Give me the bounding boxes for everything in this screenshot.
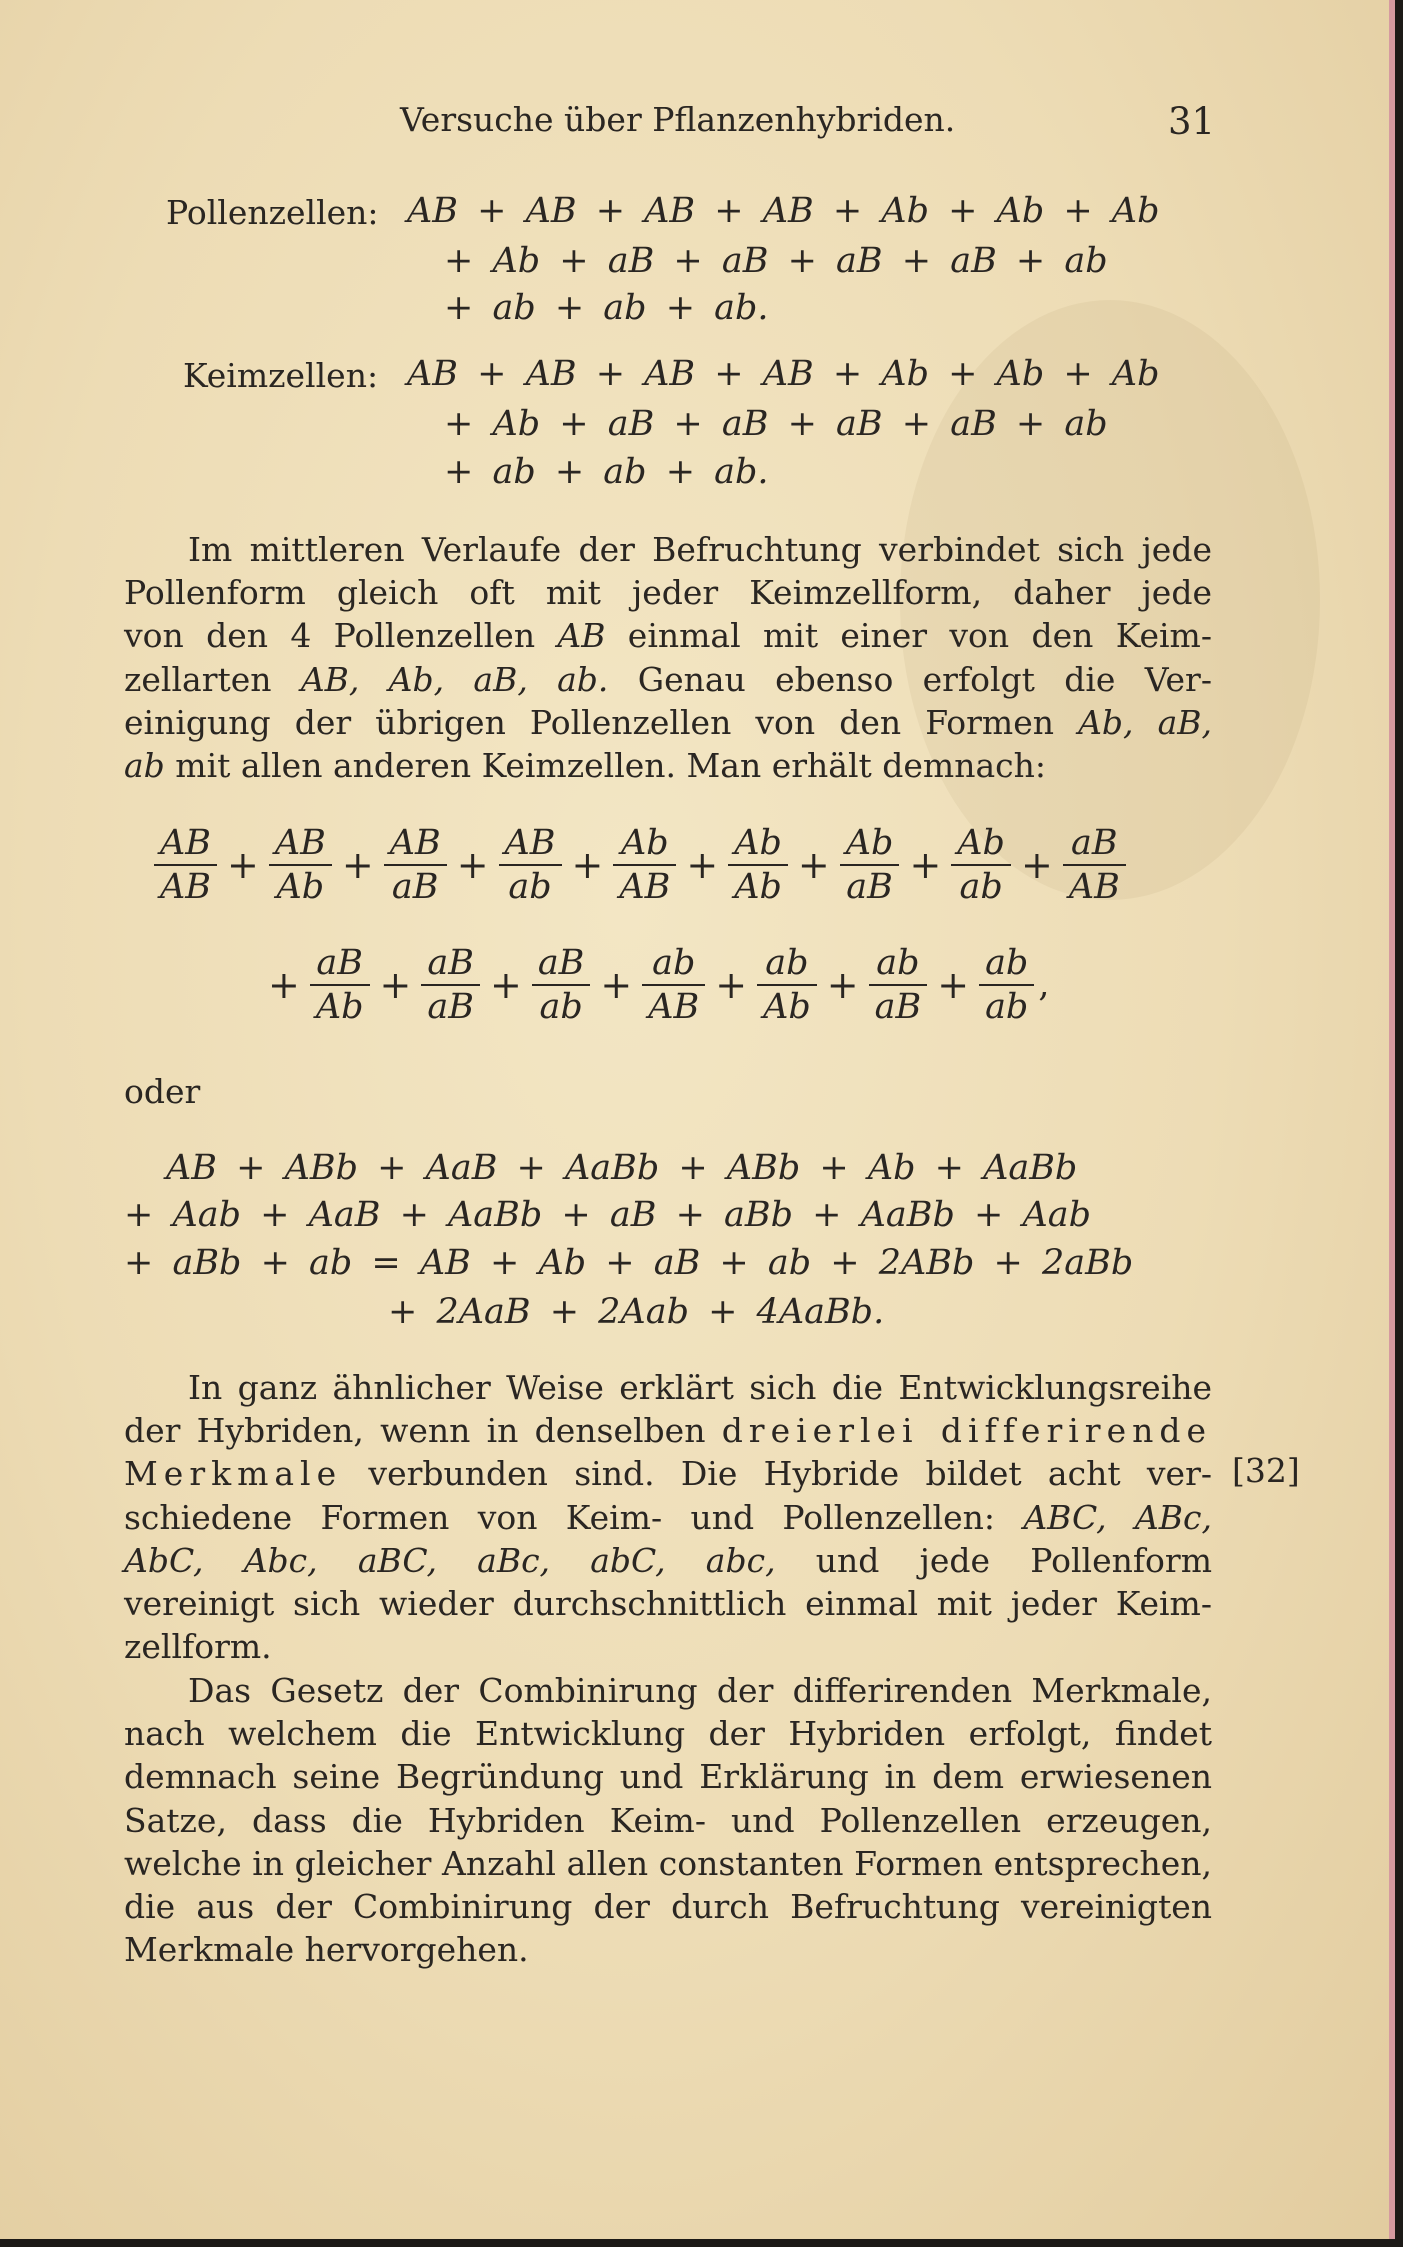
para3-line-3: demnach seine Begründung und Erklärung in dem erwiesenen [124,1757,1212,1797]
pollen-line-3: + ab + ab + ab. [444,288,769,328]
fraction-denominator: aB [846,867,893,907]
fraction-denominator: aB [874,987,922,1027]
fraction-denominator: Ab [763,987,811,1027]
fraction-numerator: ab [985,943,1029,983]
plus-sign: + [686,843,719,887]
para2-line-2: der Hybriden, wenn in denselben dreierlei differirende [124,1411,1212,1451]
plus-sign: + [268,963,300,1007]
para1-line-3: von den 4 Pollenzellen AB einmal mit einer von den Keim- [124,616,1212,656]
fraction-denominator: Ab [276,867,325,907]
fraction-row-2 [262,942,1049,1028]
fraction [499,822,562,908]
fraction [421,942,480,1028]
para2-line-5: AbC, Abc, aBC, aBc, abC, abc, und jede Pollenform [124,1540,1212,1580]
plus-sign: + [937,963,970,1007]
fraction [384,822,447,908]
plus-sign: + [571,843,604,887]
pollen-label: Pollenzellen: [166,193,379,232]
keim-line-3: + ab + ab + ab. [444,452,769,492]
fraction [642,942,705,1028]
para3-line-7: Merkmale hervorgehen. [124,1930,529,1970]
pollen-line-1: AB + AB + AB + AB + Ab + Ab + Ab [407,191,1160,231]
paragraph-three-traits [124,1366,1212,1668]
running-title: Versuche über Pflanzenhybriden. [400,100,956,139]
para1-line-1: Im mittleren Verlaufe der Befruchtung verbindet sich jede [188,530,1212,569]
para2-line-4: schiedene Formen von Keim- und Pollenzellen: ABC, ABc, [124,1497,1212,1537]
sum-line-2: + Aab + AaB + AaBb + aB + aBb + AaBb + Aab [124,1195,1091,1235]
fraction [869,942,928,1028]
fraction-denominator: aB [427,987,474,1027]
para3-line-2: nach welchem die Entwicklung der Hybriden erfolgt, findet [124,1714,1212,1754]
plus-sign: + [379,963,412,1007]
para3-line-1: Das Gesetz der Combinirung der differirenden Merkmale, [188,1671,1212,1710]
fraction [979,942,1034,1028]
keim-line-2: + Ab + aB + aB + aB + aB + ab [444,404,1108,444]
fraction-numerator: aB [316,943,363,983]
fraction-denominator: AB [619,867,671,907]
margin-page-reference: [32] [1232,1451,1300,1490]
fraction-numerator: ab [765,943,809,983]
fraction [1063,822,1126,908]
fraction-numerator: AB [504,823,556,863]
para2-line-7: zellform. [124,1627,272,1667]
fraction-denominator: ab [508,867,552,907]
plus-sign: + [600,963,633,1007]
fraction [840,822,900,908]
fraction [154,822,217,908]
fraction [728,822,788,908]
fraction-numerator: aB [1071,823,1118,863]
plus-sign: + [797,843,830,887]
fraction-numerator: aB [427,943,474,983]
page-number: 31 [1168,100,1216,143]
fraction-numerator: Ab [957,823,1005,863]
fraction-denominator: aB [391,867,439,907]
para1-line-4: zellarten AB, Ab, aB, ab. Genau ebenso erfolgt die Ver- [124,659,1212,699]
fraction-denominator: Ab [734,867,782,907]
para3-line-4: Satze, dass die Hybriden Keim- und Pollenzellen erzeugen, [124,1800,1212,1840]
plus-sign: + [909,843,942,887]
para2-line-6: vereinigt sich wieder durchschnittlich einmal mit jeder Keim- [124,1584,1212,1624]
para3-line-6: die aus der Combinirung der durch Befruchtung vereinigten [124,1887,1212,1927]
fraction-denominator: AB [1068,867,1120,907]
para1-line-6: ab mit allen anderen Keimzellen. Man erhält demnach: [124,746,1046,786]
fraction-numerator: AB [160,823,211,863]
plus-sign: + [341,843,374,887]
plus-sign: + [1020,843,1053,887]
plus-sign: + [489,963,522,1007]
fraction-denominator: AB [648,987,700,1027]
fraction-numerator: AB [389,823,441,863]
plus-sign: + [456,843,489,887]
sum-line-1: AB + ABb + AaB + AaBb + ABb + Ab + AaBb [166,1148,1078,1188]
para1-line-2: Pollenform gleich oft mit jeder Keimzellform, daher jede [124,573,1212,613]
fraction-numerator: Ab [845,823,894,863]
para3-line-5: welche in gleicher Anzahl allen constanten Formen entsprechen, [124,1843,1212,1883]
keim-line-1: AB + AB + AB + AB + Ab + Ab + Ab [407,354,1160,394]
fraction [310,942,370,1028]
fraction-denominator: ab [959,867,1003,907]
plus-sign: + [715,963,748,1007]
para2-line-1: In ganz ähnlicher Weise erklärt sich die Entwicklungsreihe [188,1368,1212,1407]
plus-sign: + [227,843,259,887]
fraction-numerator: Ab [734,823,782,863]
trailing-comma: , [1038,965,1050,1005]
keim-label: Keimzellen: [183,356,379,395]
para2-line-3: Merkmale verbunden sind. Die Hybride bildet acht ver- [124,1454,1212,1494]
fraction [951,822,1011,908]
fraction-numerator: ab [652,943,696,983]
oder-word: oder [124,1072,201,1111]
fraction-denominator: ab [539,987,583,1027]
fraction-denominator: Ab [315,987,364,1027]
sum-line-3: + aBb + ab = AB + Ab + aB + ab + 2ABb + 2aBb [124,1243,1134,1283]
fraction-denominator: AB [160,867,211,907]
fraction [613,822,676,908]
paragraph-fertilization [124,528,1212,787]
fraction-numerator: aB [537,943,585,983]
fraction-numerator: Ab [621,823,669,863]
para1-line-5: einigung der übrigen Pollenzellen von den Formen Ab, aB, [124,702,1213,742]
plus-sign: + [826,963,859,1007]
fraction-row-1 [150,822,1130,908]
fraction [757,942,817,1028]
fraction-numerator: ab [876,943,920,983]
paragraph-law-of-combination [124,1669,1212,1971]
sum-line-4: + 2AaB + 2Aab + 4AaBb. [388,1292,885,1332]
fraction-denominator: ab [985,987,1029,1027]
fraction [532,942,591,1028]
pollen-line-2: + Ab + aB + aB + aB + aB + ab [444,241,1108,281]
fraction [269,822,332,908]
fraction-numerator: AB [274,823,326,863]
